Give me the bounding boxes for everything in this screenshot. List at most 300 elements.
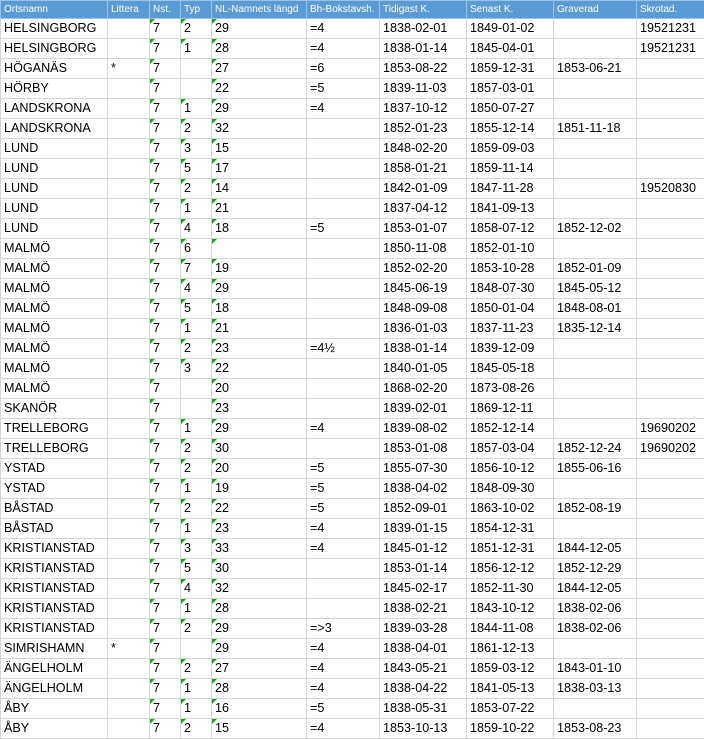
cell-graverad[interactable] — [554, 339, 637, 359]
cell-littera[interactable] — [108, 299, 150, 319]
cell-tidigast-k[interactable]: 1838-01-14 — [380, 339, 467, 359]
cell-typ[interactable]: 5 — [181, 559, 212, 579]
cell-nl-namnets-langd[interactable]: 22 — [212, 359, 307, 379]
cell-ortsnamn[interactable]: TRELLEBORG — [1, 439, 108, 459]
cell-nst[interactable]: 7 — [150, 299, 181, 319]
cell-tidigast-k[interactable]: 1839-01-15 — [380, 519, 467, 539]
cell-ortsnamn[interactable]: KRISTIANSTAD — [1, 599, 108, 619]
cell-skrotad[interactable] — [637, 659, 704, 679]
cell-littera[interactable] — [108, 399, 150, 419]
cell-ortsnamn[interactable]: YSTAD — [1, 479, 108, 499]
cell-graverad[interactable] — [554, 199, 637, 219]
cell-bh-bokstavsh[interactable] — [307, 279, 380, 299]
cell-senast-k[interactable]: 1839-12-09 — [467, 339, 554, 359]
cell-skrotad[interactable] — [637, 59, 704, 79]
cell-bh-bokstavsh[interactable]: =4 — [307, 659, 380, 679]
cell-typ[interactable] — [181, 639, 212, 659]
cell-bh-bokstavsh[interactable] — [307, 439, 380, 459]
cell-littera[interactable] — [108, 379, 150, 399]
cell-graverad[interactable]: 1852-12-29 — [554, 559, 637, 579]
cell-nl-namnets-langd[interactable]: 30 — [212, 559, 307, 579]
cell-nl-namnets-langd[interactable]: 28 — [212, 599, 307, 619]
cell-ortsnamn[interactable]: LUND — [1, 179, 108, 199]
cell-graverad[interactable] — [554, 139, 637, 159]
cell-bh-bokstavsh[interactable] — [307, 599, 380, 619]
cell-bh-bokstavsh[interactable]: =4½ — [307, 339, 380, 359]
cell-bh-bokstavsh[interactable] — [307, 199, 380, 219]
cell-tidigast-k[interactable]: 1838-04-02 — [380, 479, 467, 499]
cell-nl-namnets-langd[interactable]: 28 — [212, 679, 307, 699]
cell-senast-k[interactable]: 1845-04-01 — [467, 39, 554, 59]
cell-typ[interactable]: 5 — [181, 159, 212, 179]
cell-ortsnamn[interactable]: KRISTIANSTAD — [1, 539, 108, 559]
column-header-nl-namnets-langd[interactable]: NL-Namnets längd — [212, 1, 307, 19]
cell-tidigast-k[interactable]: 1845-06-19 — [380, 279, 467, 299]
cell-littera[interactable] — [108, 159, 150, 179]
cell-senast-k[interactable]: 1852-01-10 — [467, 239, 554, 259]
cell-graverad[interactable]: 1855-06-16 — [554, 459, 637, 479]
cell-senast-k[interactable]: 1861-12-13 — [467, 639, 554, 659]
cell-nst[interactable]: 7 — [150, 659, 181, 679]
cell-littera[interactable] — [108, 339, 150, 359]
cell-ortsnamn[interactable]: KRISTIANSTAD — [1, 579, 108, 599]
cell-senast-k[interactable]: 1855-12-14 — [467, 119, 554, 139]
cell-nst[interactable]: 7 — [150, 359, 181, 379]
cell-senast-k[interactable]: 1858-07-12 — [467, 219, 554, 239]
cell-littera[interactable]: * — [108, 639, 150, 659]
cell-graverad[interactable] — [554, 699, 637, 719]
cell-typ[interactable]: 3 — [181, 359, 212, 379]
cell-typ[interactable]: 2 — [181, 719, 212, 739]
cell-skrotad[interactable] — [637, 159, 704, 179]
cell-typ[interactable]: 2 — [181, 339, 212, 359]
cell-graverad[interactable]: 1844-12-05 — [554, 579, 637, 599]
cell-typ[interactable] — [181, 79, 212, 99]
cell-skrotad[interactable] — [637, 119, 704, 139]
cell-nl-namnets-langd[interactable]: 23 — [212, 339, 307, 359]
cell-senast-k[interactable]: 1845-05-18 — [467, 359, 554, 379]
cell-typ[interactable]: 2 — [181, 19, 212, 39]
cell-bh-bokstavsh[interactable]: =5 — [307, 699, 380, 719]
cell-nst[interactable]: 7 — [150, 679, 181, 699]
cell-ortsnamn[interactable]: MALMÖ — [1, 379, 108, 399]
cell-senast-k[interactable]: 1849-01-02 — [467, 19, 554, 39]
cell-littera[interactable] — [108, 119, 150, 139]
cell-senast-k[interactable]: 1857-03-04 — [467, 439, 554, 459]
cell-nl-namnets-langd[interactable]: 29 — [212, 619, 307, 639]
cell-littera[interactable] — [108, 219, 150, 239]
cell-graverad[interactable] — [554, 419, 637, 439]
cell-tidigast-k[interactable]: 1845-01-12 — [380, 539, 467, 559]
cell-littera[interactable] — [108, 279, 150, 299]
cell-bh-bokstavsh[interactable]: =4 — [307, 639, 380, 659]
cell-skrotad[interactable] — [637, 639, 704, 659]
cell-nst[interactable]: 7 — [150, 499, 181, 519]
cell-littera[interactable] — [108, 479, 150, 499]
cell-senast-k[interactable]: 1837-11-23 — [467, 319, 554, 339]
cell-littera[interactable] — [108, 179, 150, 199]
cell-bh-bokstavsh[interactable] — [307, 239, 380, 259]
cell-ortsnamn[interactable]: MALMÖ — [1, 259, 108, 279]
cell-littera[interactable] — [108, 579, 150, 599]
cell-tidigast-k[interactable]: 1840-01-05 — [380, 359, 467, 379]
cell-nst[interactable]: 7 — [150, 39, 181, 59]
cell-littera[interactable] — [108, 619, 150, 639]
cell-littera[interactable] — [108, 459, 150, 479]
cell-typ[interactable]: 1 — [181, 319, 212, 339]
cell-skrotad[interactable] — [637, 399, 704, 419]
cell-nl-namnets-langd[interactable]: 33 — [212, 539, 307, 559]
cell-littera[interactable] — [108, 359, 150, 379]
cell-senast-k[interactable]: 1843-10-12 — [467, 599, 554, 619]
cell-nl-namnets-langd[interactable]: 29 — [212, 639, 307, 659]
cell-nst[interactable]: 7 — [150, 599, 181, 619]
cell-nst[interactable]: 7 — [150, 179, 181, 199]
cell-graverad[interactable] — [554, 99, 637, 119]
cell-ortsnamn[interactable]: BÅSTAD — [1, 499, 108, 519]
cell-senast-k[interactable]: 1854-12-31 — [467, 519, 554, 539]
cell-nst[interactable]: 7 — [150, 339, 181, 359]
cell-bh-bokstavsh[interactable]: =4 — [307, 419, 380, 439]
cell-skrotad[interactable] — [637, 579, 704, 599]
cell-tidigast-k[interactable]: 1837-04-12 — [380, 199, 467, 219]
cell-senast-k[interactable]: 1852-11-30 — [467, 579, 554, 599]
cell-tidigast-k[interactable]: 1858-01-21 — [380, 159, 467, 179]
cell-littera[interactable] — [108, 439, 150, 459]
cell-graverad[interactable] — [554, 519, 637, 539]
cell-tidigast-k[interactable]: 1836-01-03 — [380, 319, 467, 339]
cell-nst[interactable]: 7 — [150, 519, 181, 539]
cell-ortsnamn[interactable]: LUND — [1, 139, 108, 159]
cell-nl-namnets-langd[interactable]: 29 — [212, 99, 307, 119]
cell-nl-namnets-langd[interactable]: 29 — [212, 19, 307, 39]
cell-nl-namnets-langd[interactable]: 27 — [212, 59, 307, 79]
column-header-skrotad[interactable]: Skrotad. — [637, 1, 704, 19]
cell-bh-bokstavsh[interactable]: =5 — [307, 219, 380, 239]
cell-littera[interactable] — [108, 199, 150, 219]
cell-skrotad[interactable] — [637, 239, 704, 259]
cell-typ[interactable]: 4 — [181, 279, 212, 299]
cell-tidigast-k[interactable]: 1839-11-03 — [380, 79, 467, 99]
cell-graverad[interactable] — [554, 379, 637, 399]
cell-tidigast-k[interactable]: 1853-01-07 — [380, 219, 467, 239]
cell-ortsnamn[interactable]: KRISTIANSTAD — [1, 559, 108, 579]
cell-nl-namnets-langd[interactable]: 32 — [212, 119, 307, 139]
cell-typ[interactable]: 1 — [181, 479, 212, 499]
cell-ortsnamn[interactable]: ÅBY — [1, 719, 108, 739]
column-header-bh-bokstavsh[interactable]: Bh-Bokstavsh. — [307, 1, 380, 19]
cell-nl-namnets-langd[interactable]: 29 — [212, 419, 307, 439]
column-header-nst[interactable]: Nst. — [150, 1, 181, 19]
cell-nl-namnets-langd[interactable]: 18 — [212, 219, 307, 239]
cell-typ[interactable]: 1 — [181, 39, 212, 59]
cell-nst[interactable]: 7 — [150, 59, 181, 79]
cell-bh-bokstavsh[interactable] — [307, 159, 380, 179]
cell-skrotad[interactable] — [637, 99, 704, 119]
cell-ortsnamn[interactable]: MALMÖ — [1, 279, 108, 299]
cell-nl-namnets-langd[interactable]: 22 — [212, 79, 307, 99]
cell-ortsnamn[interactable]: SIMRISHAMN — [1, 639, 108, 659]
cell-graverad[interactable]: 1853-08-23 — [554, 719, 637, 739]
column-header-graverad[interactable]: Graverad — [554, 1, 637, 19]
cell-typ[interactable] — [181, 399, 212, 419]
cell-graverad[interactable]: 1851-11-18 — [554, 119, 637, 139]
cell-senast-k[interactable]: 1851-12-31 — [467, 539, 554, 559]
cell-nl-namnets-langd[interactable]: 29 — [212, 279, 307, 299]
cell-skrotad[interactable] — [637, 479, 704, 499]
cell-typ[interactable]: 2 — [181, 179, 212, 199]
cell-littera[interactable] — [108, 419, 150, 439]
cell-bh-bokstavsh[interactable]: =4 — [307, 99, 380, 119]
cell-nst[interactable]: 7 — [150, 619, 181, 639]
cell-bh-bokstavsh[interactable]: =5 — [307, 459, 380, 479]
cell-bh-bokstavsh[interactable]: =4 — [307, 679, 380, 699]
cell-graverad[interactable]: 1843-01-10 — [554, 659, 637, 679]
cell-ortsnamn[interactable]: MALMÖ — [1, 339, 108, 359]
cell-graverad[interactable] — [554, 239, 637, 259]
cell-skrotad[interactable] — [637, 339, 704, 359]
cell-typ[interactable]: 2 — [181, 659, 212, 679]
column-header-littera[interactable]: Littera — [108, 1, 150, 19]
cell-typ[interactable]: 7 — [181, 259, 212, 279]
cell-littera[interactable] — [108, 19, 150, 39]
cell-nst[interactable]: 7 — [150, 639, 181, 659]
cell-senast-k[interactable]: 1859-03-12 — [467, 659, 554, 679]
cell-nst[interactable]: 7 — [150, 239, 181, 259]
cell-bh-bokstavsh[interactable] — [307, 559, 380, 579]
cell-senast-k[interactable]: 1873-08-26 — [467, 379, 554, 399]
cell-senast-k[interactable]: 1859-10-22 — [467, 719, 554, 739]
cell-skrotad[interactable] — [637, 199, 704, 219]
cell-nst[interactable]: 7 — [150, 119, 181, 139]
cell-bh-bokstavsh[interactable]: =4 — [307, 39, 380, 59]
cell-ortsnamn[interactable]: HÖGANÄS — [1, 59, 108, 79]
cell-skrotad[interactable]: 19520830 — [637, 179, 704, 199]
cell-nst[interactable]: 7 — [150, 279, 181, 299]
cell-graverad[interactable]: 1853-06-21 — [554, 59, 637, 79]
cell-nst[interactable]: 7 — [150, 79, 181, 99]
cell-tidigast-k[interactable]: 1839-03-28 — [380, 619, 467, 639]
cell-skrotad[interactable] — [637, 319, 704, 339]
cell-graverad[interactable]: 1845-05-12 — [554, 279, 637, 299]
cell-senast-k[interactable]: 1857-03-01 — [467, 79, 554, 99]
cell-littera[interactable] — [108, 539, 150, 559]
cell-tidigast-k[interactable]: 1839-02-01 — [380, 399, 467, 419]
cell-typ[interactable] — [181, 59, 212, 79]
cell-bh-bokstavsh[interactable] — [307, 299, 380, 319]
cell-tidigast-k[interactable]: 1853-10-13 — [380, 719, 467, 739]
cell-senast-k[interactable]: 1841-09-13 — [467, 199, 554, 219]
cell-ortsnamn[interactable]: HÖRBY — [1, 79, 108, 99]
cell-littera[interactable] — [108, 319, 150, 339]
cell-graverad[interactable] — [554, 479, 637, 499]
cell-littera[interactable] — [108, 659, 150, 679]
cell-skrotad[interactable] — [637, 379, 704, 399]
cell-senast-k[interactable]: 1848-09-30 — [467, 479, 554, 499]
cell-graverad[interactable]: 1838-02-06 — [554, 599, 637, 619]
column-header-senast-k[interactable]: Senast K. — [467, 1, 554, 19]
cell-nl-namnets-langd[interactable]: 28 — [212, 39, 307, 59]
cell-graverad[interactable] — [554, 39, 637, 59]
cell-senast-k[interactable]: 1859-11-14 — [467, 159, 554, 179]
cell-senast-k[interactable]: 1856-12-12 — [467, 559, 554, 579]
cell-littera[interactable] — [108, 699, 150, 719]
cell-nl-namnets-langd[interactable]: 20 — [212, 459, 307, 479]
cell-nl-namnets-langd[interactable]: 22 — [212, 499, 307, 519]
cell-nst[interactable]: 7 — [150, 159, 181, 179]
cell-senast-k[interactable]: 1869-12-11 — [467, 399, 554, 419]
cell-skrotad[interactable] — [637, 679, 704, 699]
cell-senast-k[interactable]: 1856-10-12 — [467, 459, 554, 479]
cell-senast-k[interactable]: 1853-07-22 — [467, 699, 554, 719]
cell-typ[interactable]: 3 — [181, 139, 212, 159]
cell-typ[interactable]: 1 — [181, 419, 212, 439]
cell-typ[interactable]: 1 — [181, 699, 212, 719]
cell-typ[interactable]: 1 — [181, 99, 212, 119]
cell-graverad[interactable] — [554, 179, 637, 199]
cell-tidigast-k[interactable]: 1852-09-01 — [380, 499, 467, 519]
cell-ortsnamn[interactable]: HELSINGBORG — [1, 39, 108, 59]
cell-graverad[interactable]: 1844-12-05 — [554, 539, 637, 559]
cell-littera[interactable] — [108, 239, 150, 259]
cell-skrotad[interactable] — [637, 359, 704, 379]
cell-bh-bokstavsh[interactable]: =4 — [307, 539, 380, 559]
column-header-typ[interactable]: Typ — [181, 1, 212, 19]
cell-tidigast-k[interactable]: 1852-02-20 — [380, 259, 467, 279]
cell-littera[interactable] — [108, 259, 150, 279]
cell-bh-bokstavsh[interactable]: =>3 — [307, 619, 380, 639]
cell-typ[interactable]: 2 — [181, 439, 212, 459]
cell-bh-bokstavsh[interactable]: =4 — [307, 19, 380, 39]
cell-littera[interactable] — [108, 599, 150, 619]
cell-graverad[interactable] — [554, 159, 637, 179]
cell-littera[interactable] — [108, 679, 150, 699]
cell-nl-namnets-langd[interactable]: 19 — [212, 479, 307, 499]
cell-nl-namnets-langd[interactable]: 23 — [212, 519, 307, 539]
cell-skrotad[interactable] — [637, 599, 704, 619]
cell-tidigast-k[interactable]: 1850-11-08 — [380, 239, 467, 259]
cell-bh-bokstavsh[interactable] — [307, 399, 380, 419]
cell-bh-bokstavsh[interactable]: =4 — [307, 519, 380, 539]
cell-graverad[interactable] — [554, 399, 637, 419]
cell-graverad[interactable]: 1838-03-13 — [554, 679, 637, 699]
cell-senast-k[interactable]: 1852-12-14 — [467, 419, 554, 439]
cell-nst[interactable]: 7 — [150, 439, 181, 459]
cell-bh-bokstavsh[interactable] — [307, 579, 380, 599]
cell-typ[interactable]: 2 — [181, 119, 212, 139]
cell-bh-bokstavsh[interactable] — [307, 359, 380, 379]
cell-skrotad[interactable] — [637, 559, 704, 579]
cell-ortsnamn[interactable]: MALMÖ — [1, 239, 108, 259]
cell-nl-namnets-langd[interactable] — [212, 239, 307, 259]
cell-nst[interactable]: 7 — [150, 479, 181, 499]
cell-senast-k[interactable]: 1848-07-30 — [467, 279, 554, 299]
cell-skrotad[interactable] — [637, 719, 704, 739]
cell-nl-namnets-langd[interactable]: 30 — [212, 439, 307, 459]
cell-tidigast-k[interactable]: 1839-08-02 — [380, 419, 467, 439]
cell-skrotad[interactable] — [637, 259, 704, 279]
cell-bh-bokstavsh[interactable] — [307, 259, 380, 279]
cell-ortsnamn[interactable]: LUND — [1, 199, 108, 219]
cell-typ[interactable]: 6 — [181, 239, 212, 259]
cell-tidigast-k[interactable]: 1868-02-20 — [380, 379, 467, 399]
cell-skrotad[interactable] — [637, 299, 704, 319]
cell-ortsnamn[interactable]: ÄNGELHOLM — [1, 679, 108, 699]
cell-tidigast-k[interactable]: 1838-02-21 — [380, 599, 467, 619]
cell-tidigast-k[interactable]: 1838-01-14 — [380, 39, 467, 59]
cell-nst[interactable]: 7 — [150, 539, 181, 559]
cell-graverad[interactable]: 1852-01-09 — [554, 259, 637, 279]
cell-senast-k[interactable]: 1853-10-28 — [467, 259, 554, 279]
cell-typ[interactable]: 2 — [181, 499, 212, 519]
cell-bh-bokstavsh[interactable]: =5 — [307, 479, 380, 499]
cell-tidigast-k[interactable]: 1838-02-01 — [380, 19, 467, 39]
cell-graverad[interactable] — [554, 359, 637, 379]
cell-typ[interactable]: 2 — [181, 619, 212, 639]
cell-typ[interactable]: 1 — [181, 679, 212, 699]
cell-littera[interactable] — [108, 99, 150, 119]
cell-skrotad[interactable] — [637, 139, 704, 159]
cell-littera[interactable] — [108, 559, 150, 579]
cell-skrotad[interactable] — [637, 539, 704, 559]
cell-nl-namnets-langd[interactable]: 16 — [212, 699, 307, 719]
cell-bh-bokstavsh[interactable] — [307, 139, 380, 159]
cell-typ[interactable]: 1 — [181, 599, 212, 619]
cell-typ[interactable]: 5 — [181, 299, 212, 319]
cell-skrotad[interactable] — [637, 459, 704, 479]
cell-senast-k[interactable]: 1859-12-31 — [467, 59, 554, 79]
cell-bh-bokstavsh[interactable] — [307, 179, 380, 199]
cell-nl-namnets-langd[interactable]: 32 — [212, 579, 307, 599]
cell-typ[interactable]: 4 — [181, 579, 212, 599]
cell-ortsnamn[interactable]: MALMÖ — [1, 299, 108, 319]
cell-graverad[interactable] — [554, 639, 637, 659]
cell-graverad[interactable]: 1852-12-02 — [554, 219, 637, 239]
cell-ortsnamn[interactable]: SKANÖR — [1, 399, 108, 419]
cell-skrotad[interactable]: 19521231 — [637, 39, 704, 59]
cell-ortsnamn[interactable]: MALMÖ — [1, 359, 108, 379]
cell-ortsnamn[interactable]: HELSINGBORG — [1, 19, 108, 39]
cell-ortsnamn[interactable]: LUND — [1, 219, 108, 239]
cell-skrotad[interactable] — [637, 499, 704, 519]
cell-littera[interactable] — [108, 719, 150, 739]
cell-typ[interactable]: 4 — [181, 219, 212, 239]
cell-littera[interactable] — [108, 79, 150, 99]
cell-ortsnamn[interactable]: TRELLEBORG — [1, 419, 108, 439]
cell-typ[interactable]: 1 — [181, 199, 212, 219]
cell-nst[interactable]: 7 — [150, 719, 181, 739]
cell-tidigast-k[interactable]: 1853-01-08 — [380, 439, 467, 459]
cell-nst[interactable]: 7 — [150, 579, 181, 599]
cell-graverad[interactable]: 1852-08-19 — [554, 499, 637, 519]
cell-skrotad[interactable] — [637, 519, 704, 539]
cell-littera[interactable] — [108, 139, 150, 159]
cell-nl-namnets-langd[interactable]: 23 — [212, 399, 307, 419]
cell-bh-bokstavsh[interactable]: =4 — [307, 719, 380, 739]
cell-skrotad[interactable] — [637, 79, 704, 99]
cell-graverad[interactable]: 1852-12-24 — [554, 439, 637, 459]
cell-nl-namnets-langd[interactable]: 27 — [212, 659, 307, 679]
cell-tidigast-k[interactable]: 1853-08-22 — [380, 59, 467, 79]
cell-tidigast-k[interactable]: 1853-01-14 — [380, 559, 467, 579]
cell-tidigast-k[interactable]: 1845-02-17 — [380, 579, 467, 599]
cell-graverad[interactable] — [554, 79, 637, 99]
column-header-tidigast-k[interactable]: Tidigast K. — [380, 1, 467, 19]
cell-nl-namnets-langd[interactable]: 21 — [212, 319, 307, 339]
cell-typ[interactable]: 1 — [181, 519, 212, 539]
cell-bh-bokstavsh[interactable]: =6 — [307, 59, 380, 79]
cell-ortsnamn[interactable]: BÅSTAD — [1, 519, 108, 539]
